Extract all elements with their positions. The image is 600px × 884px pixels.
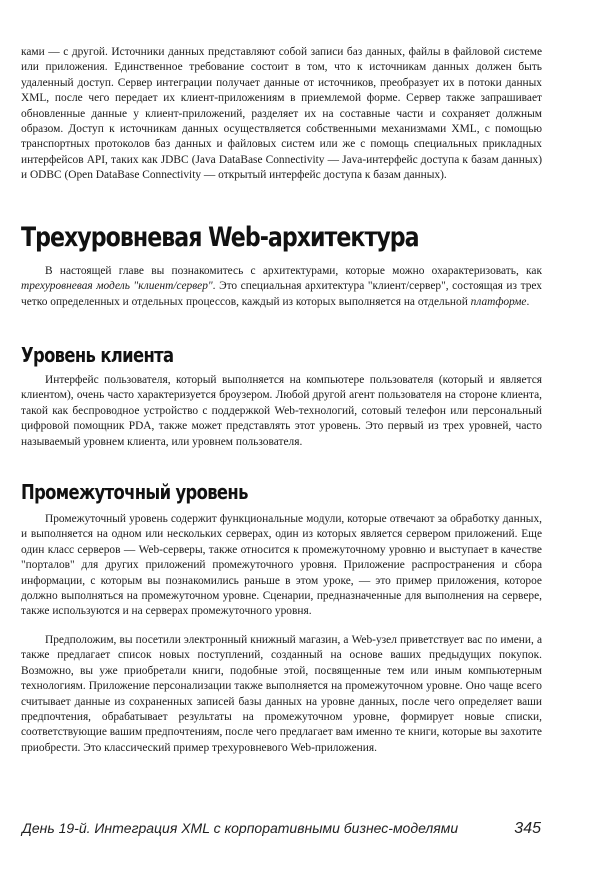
page-footer [22,820,541,836]
intro-paragraph: ками — с другой. Источники данных представляют собой записи баз данных, файлы в файловой системе или приложения. Единственное требование состоит в том, что к источникам данных должен быть удаленный доступ. Сервер интеграции получает данные от источников, преобразует их в потоки данных XML, после чего передает их клиент-приложениям в приемлемой форме. Сервер также запрашивает обновленные данные у клиент-приложений, разделяет их на составные части и сохраняет должным образом. Доступ к источникам данных осуществляется собственными механизмами XML, с помощью транспортных протоколов баз данных и файловых систем или же с помощь специальных прикладных интерфейсов API, таких как JDBC (Java DataBase Connectivity — Java-интерфейс доступа к базам данных) и ODBC (Open DataBase Connectivity — открытый интерфейс доступа к базам данных). [21,46,542,182]
page-number: 345 [514,820,541,837]
section-intro-text-2: . Это специальная архитектура "клиент/сервер", состоящая из трех четко определенных и отдельных процессов, каждый из которых выполняется на отдельной [21,280,542,308]
client-tier-heading: Уровень клиента [21,343,174,367]
term-platform: платформе [470,295,527,308]
middle-tier-paragraph-1: Промежуточный уровень содержит функциональные модули, которые отвечают за обработку данных, и выполняется на одном или нескольких серверах, один из которых является сервером приложений. Еще один класс серверов — Web-серверы, также относится к промежуточному уровню и выступает в качестве "порталов" для других приложений промежуточного уровня. Приложение распространения и сбора информации, с которым вы познакомились раньше в этом уроке, — это пример приложения, которое должно выполняться на промежуточном уровне. Сценарии, предназначенные для выполнения на сервере, также используются и на серверах промежуточного уровня. [21,513,542,618]
section-intro-paragraph [21,264,542,310]
chapter-section-heading: Трехуровневая Web-архитектура [21,222,419,253]
middle-tier-paragraph-2: Предположим, вы посетили электронный книжный магазин, а Web-узел приветствует вас по имени, а также предлагает список новых поступлений, созданный на основе ваших предыдущих покупок. Возможно, вы уже приобретали книги, подобные этой, посвященные тем или иным компьютерным технологиям. Приложение персонализации также выполняется на промежуточном уровне. Оно чаще всего считывает данные из сохраненных записей базы данных на уровне данных, после чего определяет ваши предпочтения, обрабатывает результаты на промежуточном уровне, формирует новые списки, соответствующие вашим предпочтениям, после чего предлагает вам именно те книги, которые вы захотите приобрести. Это классический пример трехуровневого Web-приложения. [21,634,542,754]
running-title: День 19-й. Интеграция XML с корпоративными бизнес-моделями [22,820,459,836]
section-intro-text-3: . [526,295,530,308]
client-tier-paragraph: Интерфейс пользователя, который выполняется на компьютере пользователя (который и является клиентом), очень часто характеризуется броузером. Любой другой агент пользователя на стороне клиента, такой как беспроводное устройство с поддержкой Web-технологий, сотовый телефон или персональный цифровой помощник PDA, также может представлять этот уровень. Это первый из трех уровней, часто называемый уровнем клиента, или уровнем пользователя. [21,374,542,448]
term-three-tier-model: трехуровневая модель "клиент/сервер" [21,280,213,293]
middle-tier-heading: Промежуточный уровень [21,480,248,504]
section-intro-text-1: В настоящей главе вы познакомитесь с архитектурами, которые можно охарактеризовать, как [45,265,542,277]
